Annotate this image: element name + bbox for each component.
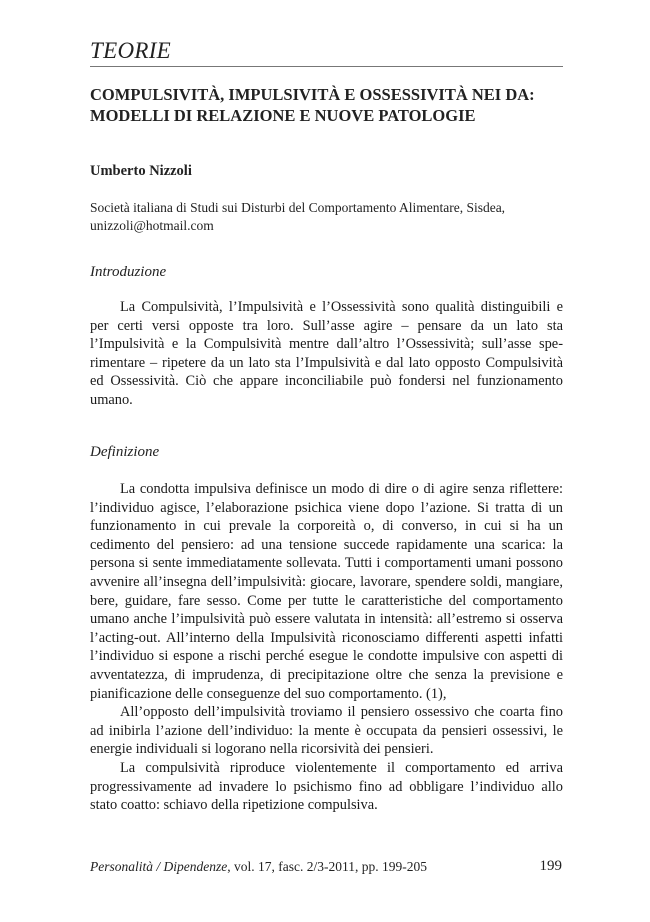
definition-body [90,480,563,815]
author-name: Umberto Nizzoli [90,163,192,179]
definition-paragraph-2: All’opposto dell’impulsività troviamo il pensiero ossessivo che coarta fino ad inibirla l’azione dell’individuo: la mente è occupata da pensieri ossessivi, le energie individuali si logorano nella ricorsività dei pensieri. [90,704,563,758]
intro-body [90,298,563,410]
section-divider [90,66,563,67]
journal-citation [90,859,427,875]
article-title: COMPULSIVITÀ, IMPULSIVITÀ E OSSESSIVITÀ NEI DA: MODELLI DI RELAZIONE E NUOVE PATOLOGIE [90,85,535,125]
journal-volume-info: , vol. 17, fasc. 2/3-2011, pp. 199-205 [227,859,427,874]
affiliation-text: Società italiana di Studi sui Disturbi del Comportamento Alimentare, Sisdea, [90,200,506,215]
intro-paragraph: La Compulsività, l’Impulsività e l’Ossessività sono qualità distinguibili e per certi versi opposte tra loro. Sull’asse agire – pensare da un lato sta l’Impulsività e la Compulsività mentre dall’altro l’Ossessività; sull’asse sperimentare – ripetere da un lato sta l’Impulsività e dal lato opposto Compulsività ed Ossessività. Ciò che appare inconciliabile può fondersi nel funzionamento umano. [90,299,563,408]
definition-paragraph-1: La condotta impulsiva definisce un modo di dire o di agire senza riflettere: l’individuo agisce, l’elaborazione psichica viene dopo l’azione. Si tratta di un funzionamento in cui prevale la corporeità o, di converso, in cui si ha un cedimento del pensiero: ad una tensione succede rapidamente una scarica: la persona si sente immediatamente sollevata. Tutti i comportamenti umani possono avvenire all’insegna dell’impulsività: giocare, lavorare, spendere soldi, mangiare, bere, guidare, fare sesso. Come per tutte le caratteristiche del comportamento umano anche l’impulsività può essere valutata in intensità: all’estremo si osserva l’acting-out. All’interno della Impulsività riconosciamo differenti aspetti infatti l’individuo si espone a rischi perché esegue le condotte impulsive con aspetti di avventatezza, di imprudenza, di precipitazione oltre che senza la previsione e pianificazione delle conseguenze del suo comportamento. (1), [90,481,563,702]
intro-heading: Introduzione [90,264,167,280]
author-affiliation-block [90,199,563,235]
definition-paragraph-3: La compulsività riproduce violentemente il comportamento ed arriva progressivamente ad invadere lo psichismo fino ad obbligare l’individuo allo stato coatto: schiavo della ripetizione compulsiva. [90,759,563,814]
section-label: TEORIE [90,38,172,63]
definition-heading: Definizione [90,444,160,460]
journal-name: Personalità / Dipendenze [90,859,228,874]
author-email[interactable]: unizzoli@hotmail.com [90,218,214,233]
page-number: 199 [539,858,562,874]
